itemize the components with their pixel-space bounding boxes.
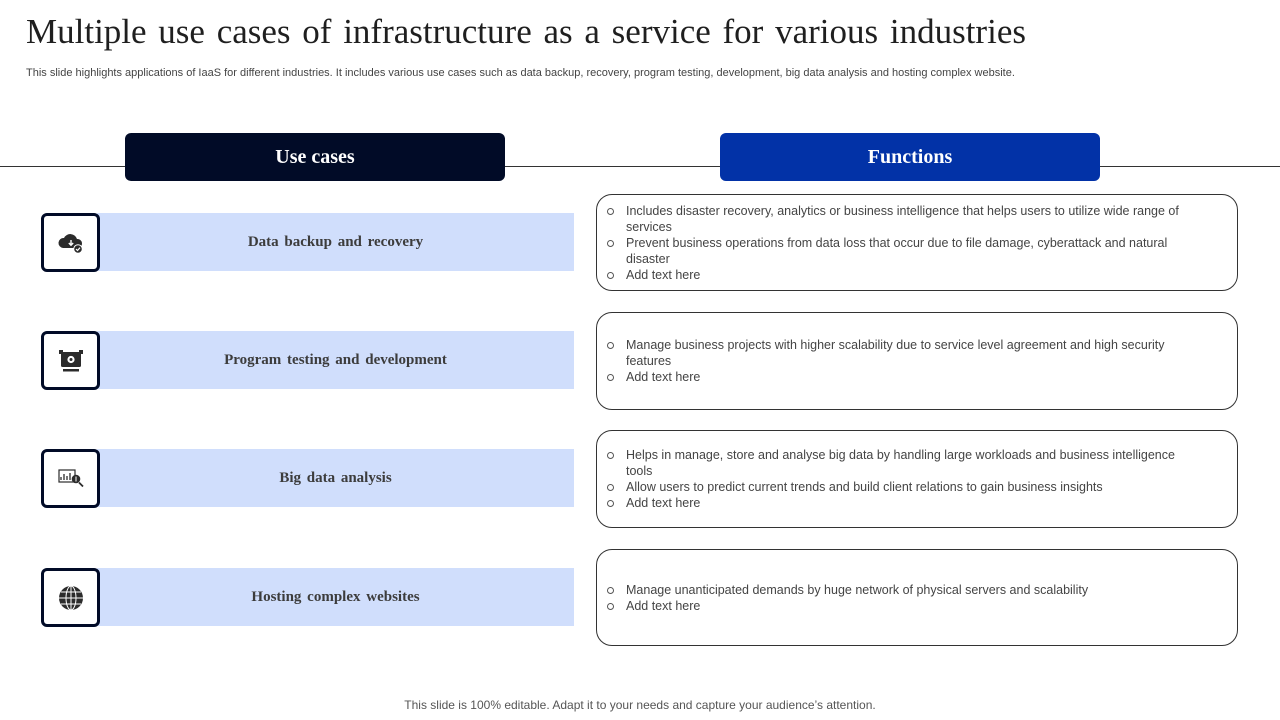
use-case-icon-frame [41, 449, 100, 508]
function-item: Add text here [607, 267, 1197, 283]
slide-title: Multiple use cases of infrastructure as a service for various industries [26, 12, 1026, 51]
slide-subtitle: This slide highlights applications of IaaS for different industries. It includes various use cases such as data backup, recovery, program testing, development, big data analysis and hosting complex website. [26, 67, 1015, 79]
use-case-icon-frame [41, 213, 100, 272]
function-item: Prevent business operations from data loss that occur due to file damage, cyberattack and natural disaster [607, 235, 1197, 267]
server-settings-icon [56, 346, 86, 376]
functions-box [596, 194, 1238, 291]
use-case-row-1 [0, 193, 1280, 293]
function-item: Manage business projects with higher scalability due to service level agreement and high security features [607, 337, 1197, 369]
functions-box [596, 312, 1238, 410]
function-item: Add text here [607, 369, 1197, 385]
use-case-label: Data backup and recovery [97, 213, 574, 271]
functions-box [596, 430, 1238, 528]
use-case-label: Hosting complex websites [97, 568, 574, 626]
cloud-check-icon [56, 228, 86, 258]
functions-box [596, 549, 1238, 646]
functions-header: Functions [720, 133, 1100, 181]
use-case-row-4 [0, 549, 1280, 649]
use-case-label: Big data analysis [97, 449, 574, 507]
data-analysis-icon [56, 464, 86, 494]
use-cases-header: Use cases [125, 133, 505, 181]
use-case-icon-frame [41, 568, 100, 627]
use-case-icon-frame [41, 331, 100, 390]
function-item: Add text here [607, 495, 1197, 511]
globe-icon [56, 583, 86, 613]
use-case-row-3 [0, 430, 1280, 530]
function-item: Helps in manage, store and analyse big data by handling large workloads and business intelligence tools [607, 447, 1197, 479]
function-item: Includes disaster recovery, analytics or business intelligence that helps users to utilize wide range of services [607, 203, 1197, 235]
use-case-label: Program testing and development [97, 331, 574, 389]
use-case-row-2 [0, 311, 1280, 411]
function-item: Manage unanticipated demands by huge network of physical servers and scalability [607, 582, 1197, 598]
function-item: Add text here [607, 598, 1197, 614]
slide-footer: This slide is 100% editable. Adapt it to your needs and capture your audience’s attention. [404, 698, 876, 712]
function-item: Allow users to predict current trends and build client relations to gain business insights [607, 479, 1197, 495]
